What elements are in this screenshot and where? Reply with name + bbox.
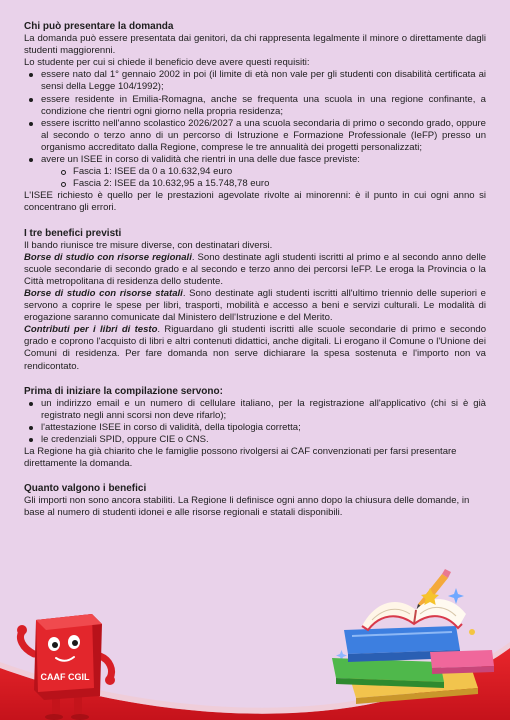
paragraph-amounts: Gli importi non sono ancora stabiliti. La Regione li definisce ogni anno dopo la chiusura delle domande, in base al numero di studenti idonei e alle risorse regionali e statali disponibili. [24,495,470,519]
list-item: essere nato dal 1° gennaio 2002 in poi (il limite di età non vale per gli studenti con disabilità certificata ai sensi della Legge 104/1992); [24,69,486,93]
requirements-list [24,69,486,190]
paragraph-caf-note: La Regione ha già chiarito che le famiglie possono rivolgersi ai CAF convenzionati per farsi presentare direttamente la domanda. [24,446,457,470]
benefit-textbooks: Contributi per i libri di testo. Riguardano gli studenti iscritti alle scuole secondarie di primo e secondo grado e coprono l'acquisto di libri e altri contenuti didattici, anche digitali. Li erogano il Comune o l'Unione dei Comuni di residenza. Per fare domanda non serve dichiarare la spesa sostenuta e l'importo non va rendicontato. [24,324,487,372]
paragraph-requisites-intro: Lo studente per cui si chiede il beneficio deve avere questi requisiti: [24,57,310,69]
document-body [24,21,486,520]
benefit-state: Borse di studio con risorse statali. Sono destinate agli studenti iscritti all'ultimo triennio delle superiori e servono a coprire le spese per libri, trasporti, mobilità e accesso a beni e servizi culturali. Le modalità di erogazione saranno comunicate dal Ministero dell'Istruzione e del Merito. [24,287,486,324]
caaf-cgil-mascot-icon [14,600,120,720]
list-item: un indirizzo email e un numero di cellulare italiano, per la registrazione all'applicativo (chi si è già registrato negli anni scorsi non deve rifarlo); [24,398,486,422]
paragraph-who-intro: La domanda può essere presentata dai genitori, da chi rappresenta legalmente il minore o direttamente dagli studenti maggiorenni. [24,33,486,57]
benefit-text: Sono destinate agli studenti iscritti all'ultimo triennio delle superiori e servono a coprire le spese per libri, trasporti, mobilità e accesso a beni e servizi culturali. Le modalità di erogazione saranno comunicate dal Ministero dell'Istruzione e del Merito. [24,287,486,324]
list-item: Fascia 1: ISEE da 0 a 10.632,94 euro [41,166,486,178]
benefit-text: Sono destinate agli studenti iscritti al primo e al secondo anno delle scuole secondarie di secondo grado e al secondo e terzo anno dei percorsi IeFP. Le eroga la Provincia o la Città metropolitana di residenza dello studente. [24,251,486,287]
list-item: essere residente in Emilia-Romagna, anche se frequenta una scuola in una regione confinante, a condizione che rientri ogni giorno nella propria residenza; [24,94,486,118]
section-heading-prerequisites: Prima di iniziare la compilazione servono: [24,385,223,397]
isee-bands-list [41,166,486,190]
section-heading-benefits: I tre benefici previsti [24,227,122,239]
paragraph-isee-note: L'ISEE richiesto è quello per le prestazioni agevolate rivolte ai minorenni: è il punto in cui ogni anno si concentrano gli errori. [24,190,486,214]
paragraph-benefits-intro: Il bando riunisce tre misure diverse, con destinatari diversi. [24,239,273,251]
list-item [24,154,486,190]
books-stack-icon [322,566,498,704]
svg-text:CAAF CGIL: CAAF CGIL [40,672,90,682]
section-heading-amounts: Quanto valgono i benefici [24,483,147,495]
benefit-regional: Borse di studio con risorse regionali. Sono destinate agli studenti iscritti al primo e al secondo anno delle scuole secondarie di secondo grado e al secondo e terzo anno dei percorsi IeFP. Le eroga la Provincia o la Città metropolitana di residenza dello studente. [24,251,486,287]
list-item: l'attestazione ISEE in corso di validità, della tipologia corretta; [24,422,486,434]
list-item: essere iscritto nell'anno scolastico 2026/2027 a una scuola secondaria di primo o secondo grado, oppure al secondo o terzo anno di un percorso di Istruzione e Formazione Professionale (IeFP) presso un organismo accreditato dalla Regione, comprese le tre annualità dei progetti personalizzati; [24,118,486,154]
benefit-title: Borse di studio con risorse statali [24,287,183,299]
prerequisites-list [24,398,486,446]
benefit-text: Riguardano gli studenti iscritti alle scuole secondarie di primo e secondo grado e coprono l'acquisto di libri e altri contenuti didattici, anche digitali. Li erogano il Comune o l'Unione dei Comuni di residenza. Per fare domanda non serve dichiarare la spesa sostenuta e l'importo non va rendicontato. [24,324,487,372]
list-item: le credenziali SPID, oppure CIE o CNS. [24,434,486,446]
benefit-title: Borse di studio con risorse regionali [24,251,192,263]
benefit-title: Contributi per i libri di testo [24,324,158,336]
section-heading-who: Chi può presentare la domanda [24,21,174,32]
list-item: Fascia 2: ISEE da 10.632,95 a 15.748,78 euro [41,178,486,190]
list-item-text: avere un ISEE in corso di validità che rientri in una delle due fasce previste: [41,154,360,166]
